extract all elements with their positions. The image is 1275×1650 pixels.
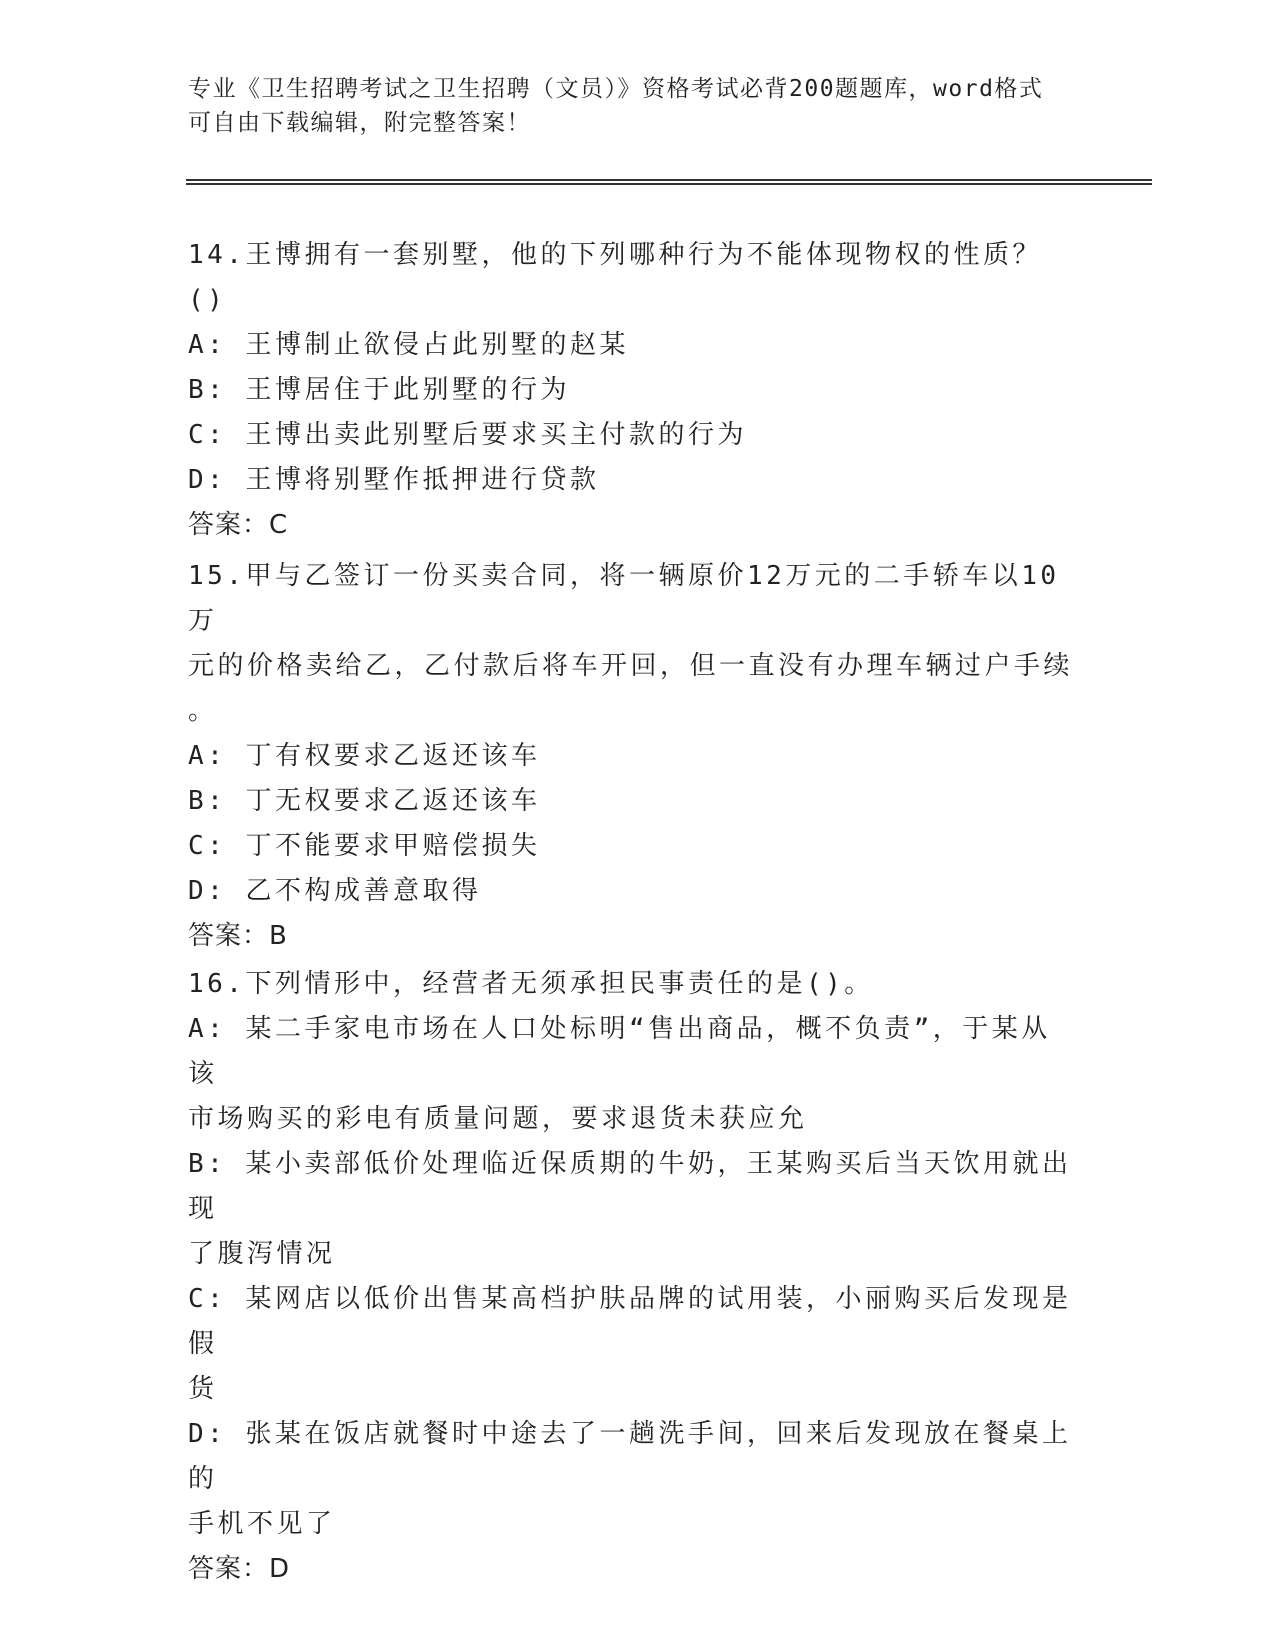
option-b: B: 王博居住于此别墅的行为: [188, 375, 570, 405]
header-divider-top: [186, 179, 1152, 181]
question-stem-line-1: 15.甲与乙签订一份买卖合同，将一辆原价12万元的二手轿车以10万: [188, 561, 1060, 636]
option-c-line-2: 货: [188, 1374, 218, 1404]
question-stem-line-2: 元的价格卖给乙，乙付款后将车开回，但一直没有办理车辆过户手续: [188, 651, 1074, 681]
question-16: [188, 962, 1078, 1592]
option-d: D: 乙不构成善意取得: [188, 876, 482, 906]
option-c: C: 王博出卖此别墅后要求买主付款的行为: [188, 420, 747, 450]
question-stem-line-3: 。: [188, 696, 218, 726]
option-a-line-1: A: 某二手家电市场在人口处标明“售出商品，概不负责”，于某从该: [188, 1014, 1051, 1089]
question-stem: 16.下列情形中，经营者无须承担民事责任的是()。: [188, 969, 874, 999]
answer: 答案：B: [188, 921, 288, 951]
option-d-line-1: D: 张某在饭店就餐时中途去了一趟洗手间，回来后发现放在餐桌上的: [188, 1419, 1072, 1494]
option-d-line-2: 手机不见了: [188, 1509, 336, 1539]
option-a-line-2: 市场购买的彩电有质量问题，要求退货未获应允: [188, 1104, 808, 1134]
question-stem: 14.王博拥有一套别墅，他的下列哪种行为不能体现物权的性质？(): [188, 240, 1042, 315]
document-header: [188, 72, 1068, 140]
option-b-line-1: B: 某小卖部低价处理临近保质期的牛奶，王某购买后当天饮用就出现: [188, 1149, 1072, 1224]
answer: 答案：C: [188, 510, 289, 540]
option-a: A: 丁有权要求乙返还该车: [188, 741, 541, 771]
option-d: D: 王博将别墅作抵押进行贷款: [188, 465, 600, 495]
header-divider-bottom: [186, 183, 1152, 185]
header-line-1: 专业《卫生招聘考试之卫生招聘（文员）》资格考试必背200题题库，word格式: [188, 76, 1044, 102]
question-14: [188, 233, 1078, 548]
option-c: C: 丁不能要求甲赔偿损失: [188, 831, 541, 861]
header-line-2: 可自由下载编辑，附完整答案！: [188, 110, 531, 136]
option-b: B: 丁无权要求乙返还该车: [188, 786, 541, 816]
option-c-line-1: C: 某网店以低价出售某高档护肤品牌的试用装，小丽购买后发现是假: [188, 1284, 1072, 1359]
question-15: [188, 554, 1078, 959]
option-b-line-2: 了腹泻情况: [188, 1239, 336, 1269]
option-a: A: 王博制止欲侵占此别墅的赵某: [188, 330, 629, 360]
answer: 答案：D: [188, 1554, 291, 1584]
